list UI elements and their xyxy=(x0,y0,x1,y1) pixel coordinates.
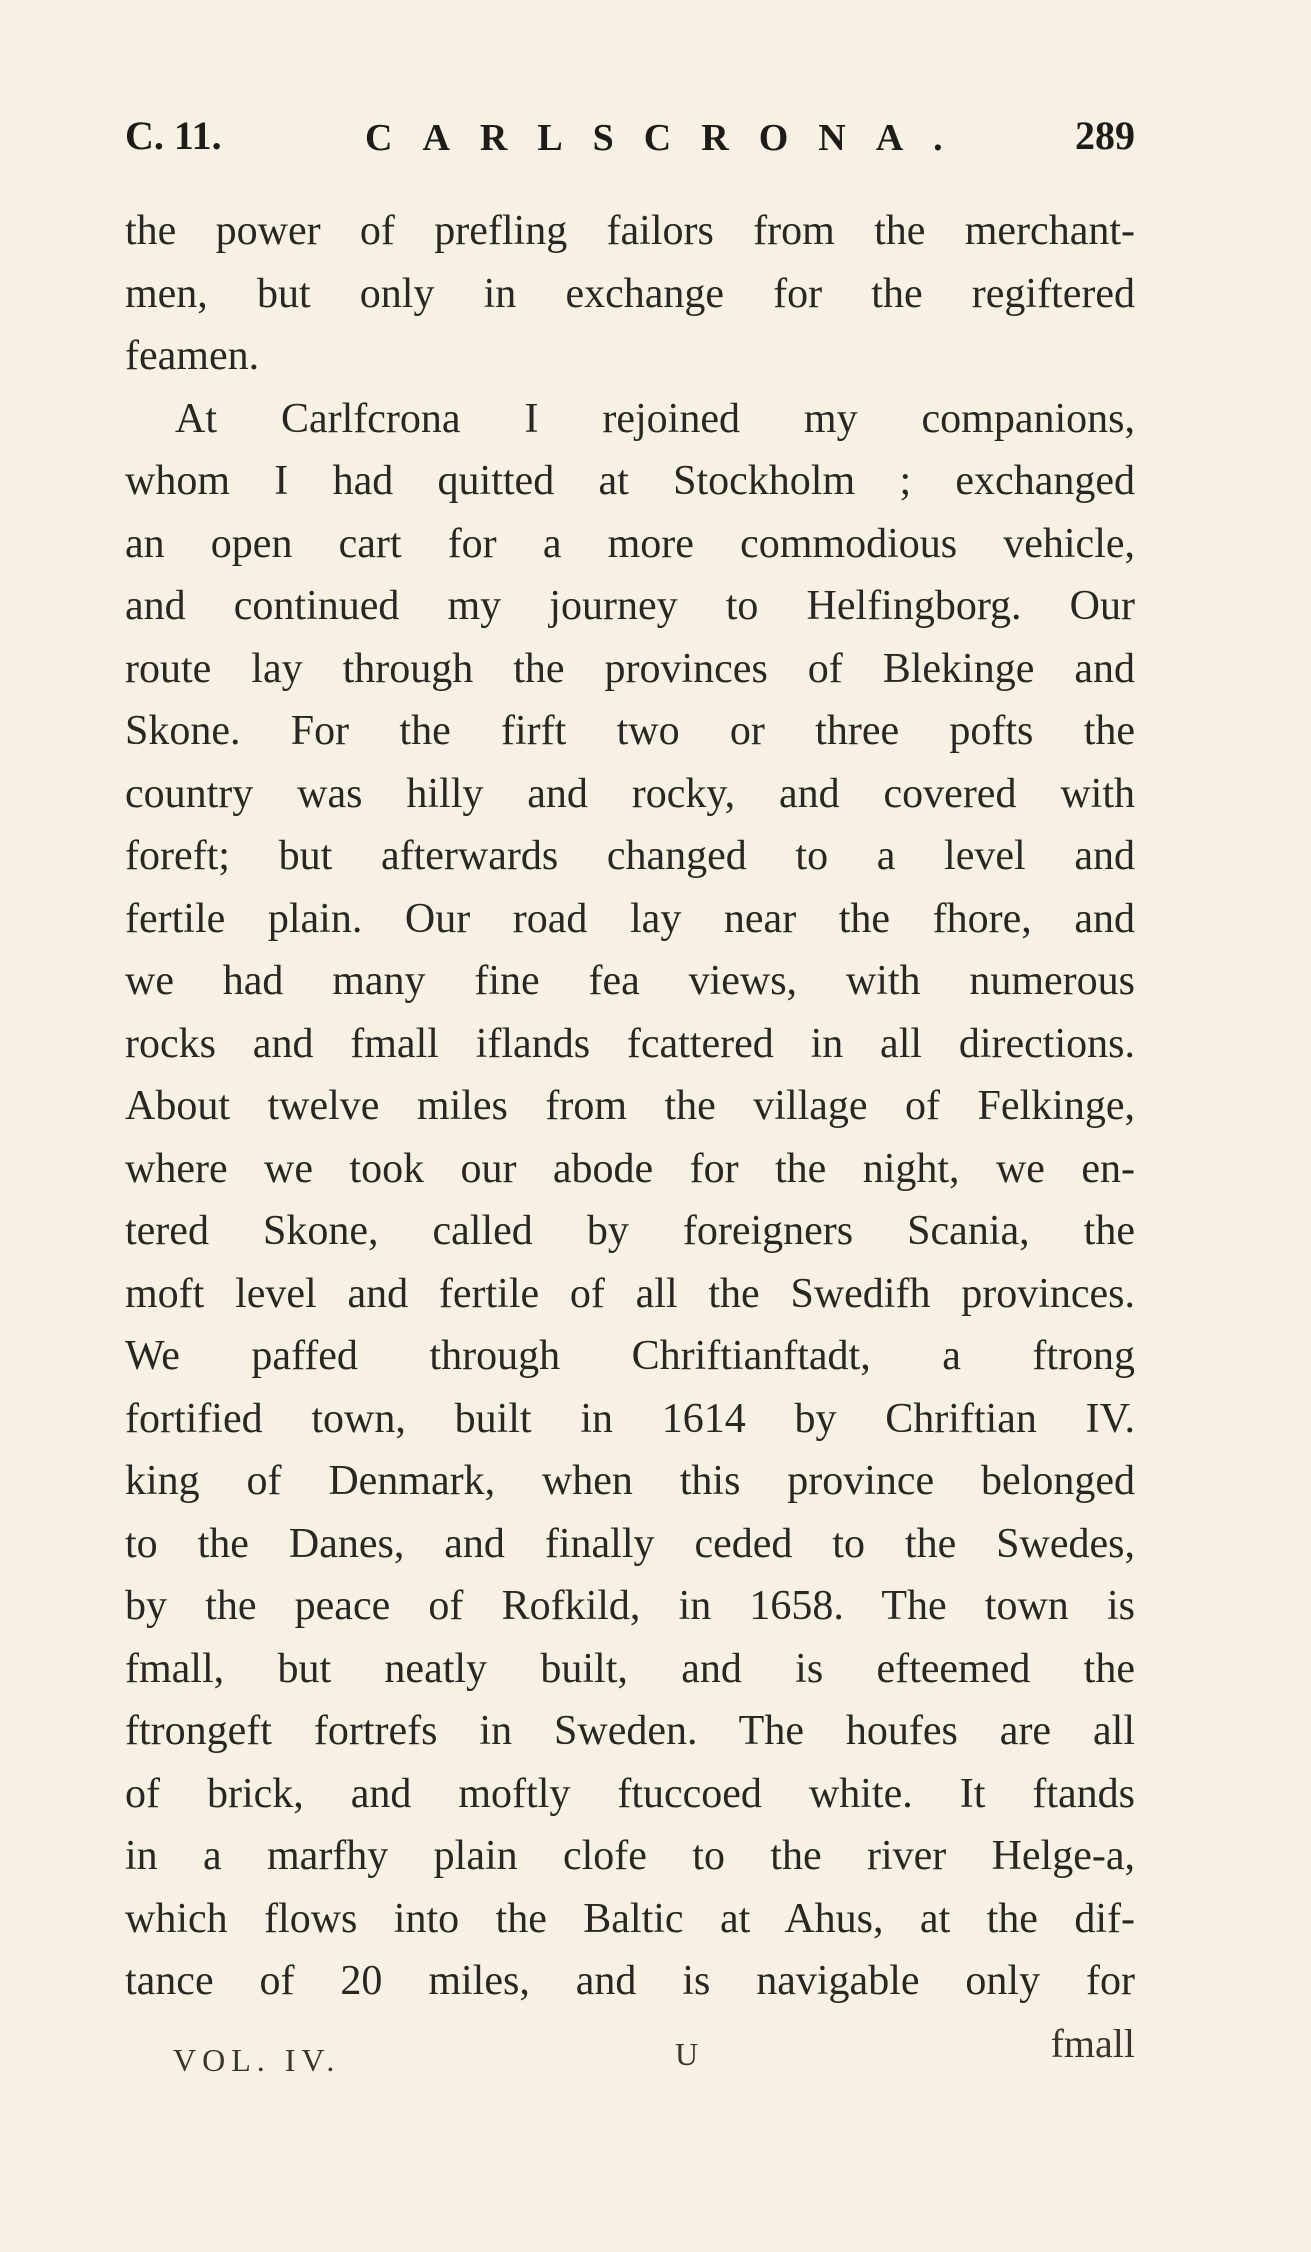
text-line: We paffed through Chriftianftadt, a ftrong xyxy=(125,1333,1135,1379)
chapter-number: C. 11. xyxy=(125,113,222,158)
text-line: by the peace of Rofkild, in 1658. The town is xyxy=(125,1583,1135,1629)
text-line: fertile plain. Our road lay near the fhore, and xyxy=(125,895,1135,942)
text-line: rocks and fmall iflands fcattered in all directions. xyxy=(125,1020,1135,1067)
text-line: where we took our abode for the night, we en- xyxy=(125,1145,1135,1192)
text-line: fortified town, built in 1614 by Chriftian IV. xyxy=(125,1395,1135,1442)
text-line: country was hilly and rocky, and covered with xyxy=(125,770,1135,817)
text-line: and continued my journey to Helfingborg. Our xyxy=(125,583,1135,629)
text-line: men, but only in exchange for the regiftered xyxy=(125,270,1135,317)
text-line: tered Skone, called by foreigners Scania, the xyxy=(125,1208,1135,1254)
text-line: the power of prefling failors from the merchant- xyxy=(125,208,1135,254)
signature-mark: U xyxy=(675,2036,699,2072)
page-number: 289 xyxy=(1075,113,1135,158)
catchword: fmall xyxy=(1050,2021,1135,2066)
text-line: ftrongeft fortrefs in Sweden. The houfes are all xyxy=(125,1708,1135,1754)
text-line: we had many fine fea views, with numerous xyxy=(125,958,1135,1004)
text-line: foreft; but afterwards changed to a level and xyxy=(125,833,1135,879)
text-line: route lay through the provinces of Blekinge and xyxy=(125,645,1135,692)
text-line: moft level and fertile of all the Swedifh provinces. xyxy=(125,1270,1135,1317)
text-line: Skone. For the firft two or three pofts the xyxy=(125,708,1135,754)
text-line: an open cart for a more commodious vehicle, xyxy=(125,520,1135,567)
text-line: to the Danes, and finally ceded to the Swedes, xyxy=(125,1520,1135,1567)
body-text xyxy=(125,200,1135,2013)
text-line: whom I had quitted at Stockholm ; exchanged xyxy=(125,458,1135,504)
running-title: CARLSCRONA. xyxy=(365,117,973,159)
text-line: king of Denmark, when this province belonged xyxy=(125,1458,1135,1504)
text-line: fmall, but neatly built, and is efteemed the xyxy=(125,1645,1135,1692)
page-header xyxy=(125,112,1135,168)
text-line: which flows into the Baltic at Ahus, at the dif- xyxy=(125,1895,1135,1942)
paragraph-start-line: At Carlfcrona I rejoined my companions, xyxy=(175,395,1135,442)
text-line: tance of 20 miles, and is navigable only for xyxy=(125,1958,1135,2004)
volume-label: VOL. IV. xyxy=(173,2042,341,2078)
text-line: of brick, and moftly ftuccoed white. It ftands xyxy=(125,1770,1135,1817)
text-line: About twelve miles from the village of Felkinge, xyxy=(125,1083,1135,1129)
text-line: in a marfhy plain clofe to the river Helge-a, xyxy=(125,1833,1135,1879)
text-line: feamen. xyxy=(125,333,260,379)
page-footer xyxy=(125,2020,1135,2078)
